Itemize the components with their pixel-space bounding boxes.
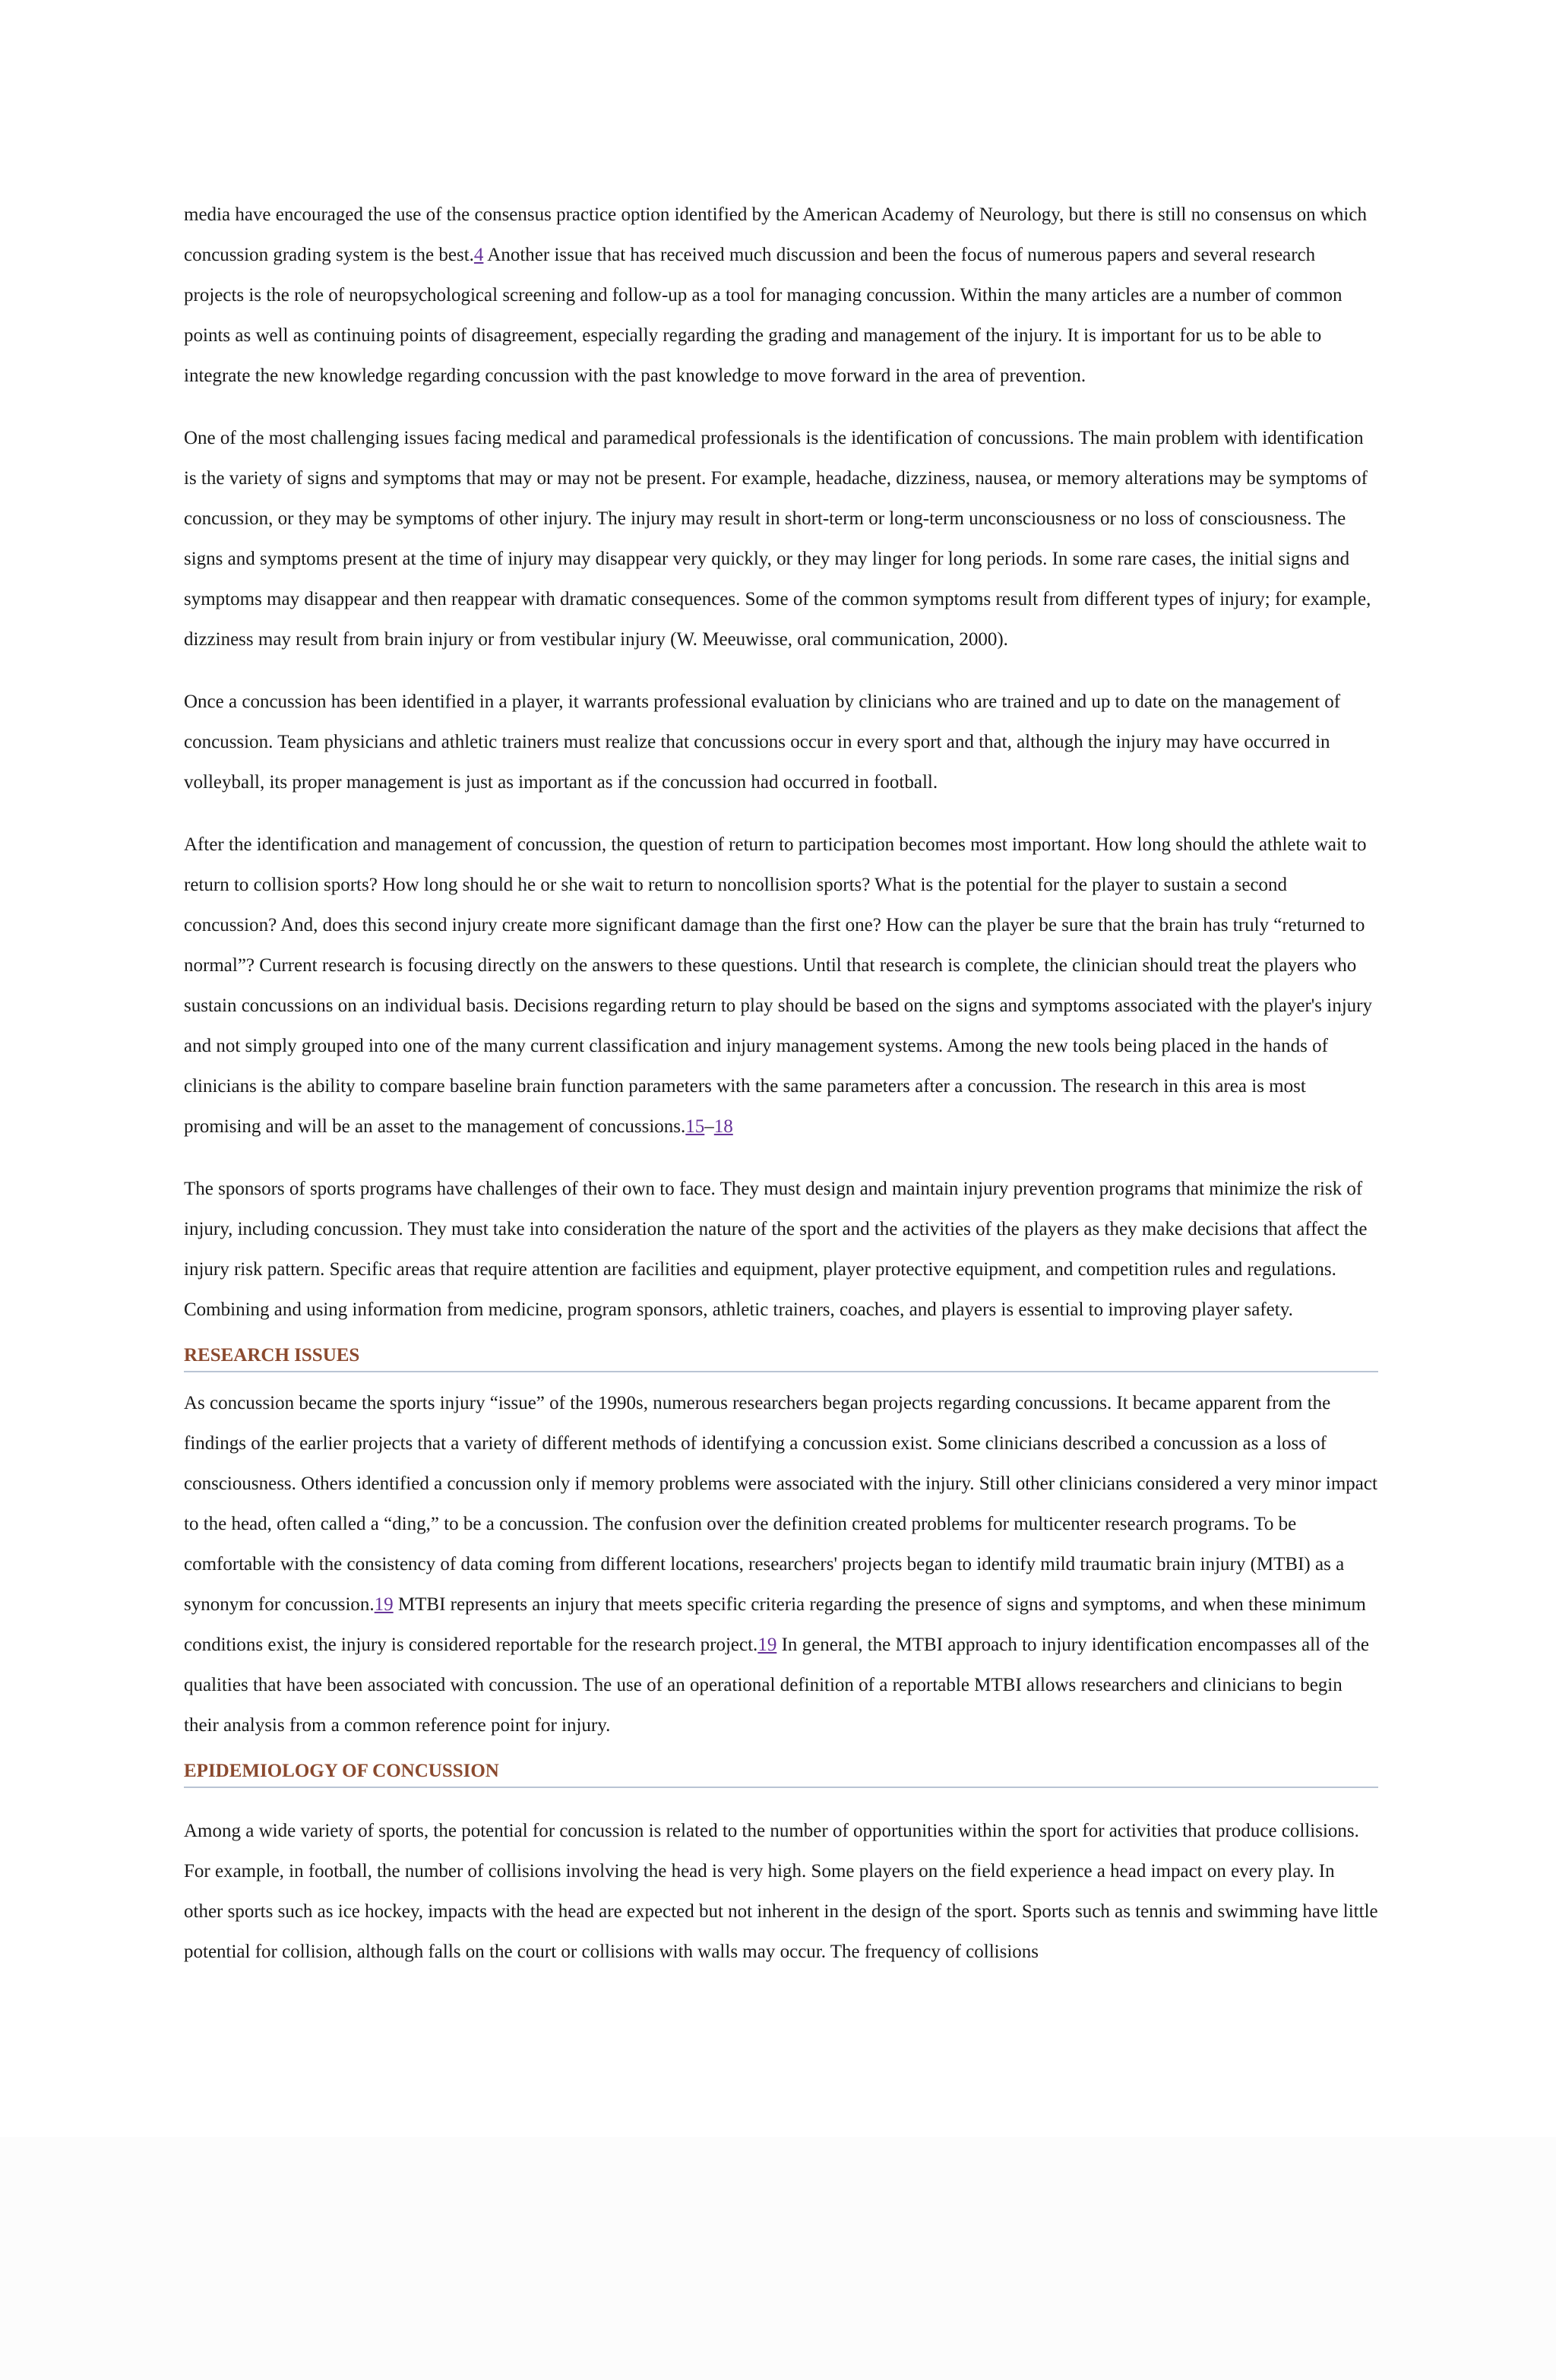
paragraph-4: After the identification and management of concussion, the question of return to participation becomes most important. How long should the athlete wait to return to collision sports? How long should he or she wait to return to noncollision sports? What is the potential for the player to sustain a second concussion? And, does this second injury create more significant damage than the first one? How can the player be sure that the brain has truly “returned to normal”? Current research is focusing directly on the answers to these questions. Until that research is complete, the clinician should treat the players who sustain concussions on an individual basis. Decisions regarding return to play should be based on the signs and symptoms associated with the player's injury and not simply grouped into one of the many current classification and injury management systems. Among the new tools being placed in the hands of clinicians is the ability to compare baseline brain function parameters with the same parameters after a concussion. The research in this area is most promising and will be an asset to the management of concussions.15–18 — [184, 834, 1372, 1137]
paragraph-1: media have encouraged the use of the consensus practice option identified by the American Academy of Neurology, but there is still no consensus on which concussion grading system is the best.4 Another issue that has received much discussion and been the focus of numerous papers and several research projects is the role of neuropsychological screening and follow-up as a tool for managing concussion. Within the many articles are a number of common points as well as continuing points of disagreement, especially regarding the grading and management of the injury. It is important for us to be able to integrate the new knowledge regarding concussion with the past knowledge to move forward in the area of prevention. — [184, 204, 1367, 386]
article-body — [184, 195, 1378, 1994]
reference-link-4[interactable]: 4 — [473, 245, 484, 265]
paragraph-6: As concussion became the sports injury “issue” of the 1990s, numerous researchers began projects regarding concussions. It became apparent from the findings of the earlier projects that a variety of different methods of identifying a concussion exist. Some clinicians described a concussion as a loss of consciousness. Others identified a concussion only if memory problems were associated with the injury. Still other clinicians considered a very minor impact to the head, often called a “ding,” to be a concussion. The confusion over the definition created problems for multicenter research programs. To be comfortable with the consistency of data coming from different locations, researchers' projects began to identify mild traumatic brain injury (MTBI) as a synonym for concussion.19 MTBI represents an injury that meets specific criteria regarding the presence of signs and symptoms, and when these minimum conditions exist, the injury is considered reportable for the research project.19 In general, the MTBI approach to injury identification encompasses all of the qualities that have been associated with concussion. The use of an operational definition of a reportable MTBI allows researchers and clinicians to begin their analysis from a common reference point for injury. — [184, 1393, 1377, 1736]
reference-link-18[interactable]: 18 — [713, 1116, 733, 1137]
paragraph-7: Among a wide variety of sports, the potential for concussion is related to the number of opportunities within the sport for activities that produce collisions. For example, in football, the number of collisions involving the head is very high. Some players on the field experience a head impact on every play. In other sports such as ice hockey, impacts with the head are expected but not inherent in the design of the sport. Sports such as tennis and swimming have little potential for collision, although falls on the court or collisions with walls may occur. The frequency of collisions — [184, 1821, 1378, 1962]
paragraph-3: Once a concussion has been identified in a player, it warrants professional evaluation by clinicians who are trained and up to date on the management of concussion. Team physicians and athletic trainers must realize that concussions occur in every sport and that, although the injury may have occurred in volleyball, its proper management is just as important as if the concussion had occurred in football. — [184, 692, 1341, 793]
page-bottom-blank — [0, 2137, 1556, 2380]
reference-link-19[interactable]: 19 — [374, 1594, 394, 1615]
paragraph-5: The sponsors of sports programs have challenges of their own to face. They must design and maintain injury prevention programs that minimize the risk of injury, including concussion. They must take into consideration the nature of the sport and the activities of the players as they make decisions that affect the injury risk pattern. Specific areas that require attention are facilities and equipment, player protective equipment, and competition rules and regulations. Combining and using information from medicine, program sponsors, athletic trainers, coaches, and players is essential to improving player safety. — [184, 1179, 1368, 1320]
reference-link-15[interactable]: 15 — [685, 1116, 705, 1137]
section-heading-research-issues: RESEARCH ISSUES — [184, 1343, 1378, 1372]
section-heading-epidemiology: EPIDEMIOLOGY OF CONCUSSION — [184, 1759, 1378, 1788]
paragraph-2: One of the most challenging issues facing medical and paramedical professionals is the identification of concussions. The main problem with identification is the variety of signs and symptoms that may or may not be present. For example, headache, dizziness, nausea, or memory alterations may be symptoms of concussion, or they may be symptoms of other injury. The injury may result in short-term or long-term unconsciousness or no loss of consciousness. The signs and symptoms present at the time of injury may disappear very quickly, or they may linger for long periods. In some rare cases, the initial signs and symptoms may disappear and then reappear with dramatic consequences. Some of the common symptoms result from different types of injury; for example, dizziness may result from brain injury or from vestibular injury (W. Meeuwisse, oral communication, 2000). — [184, 428, 1371, 650]
reference-link-19-second[interactable]: 19 — [757, 1635, 777, 1655]
